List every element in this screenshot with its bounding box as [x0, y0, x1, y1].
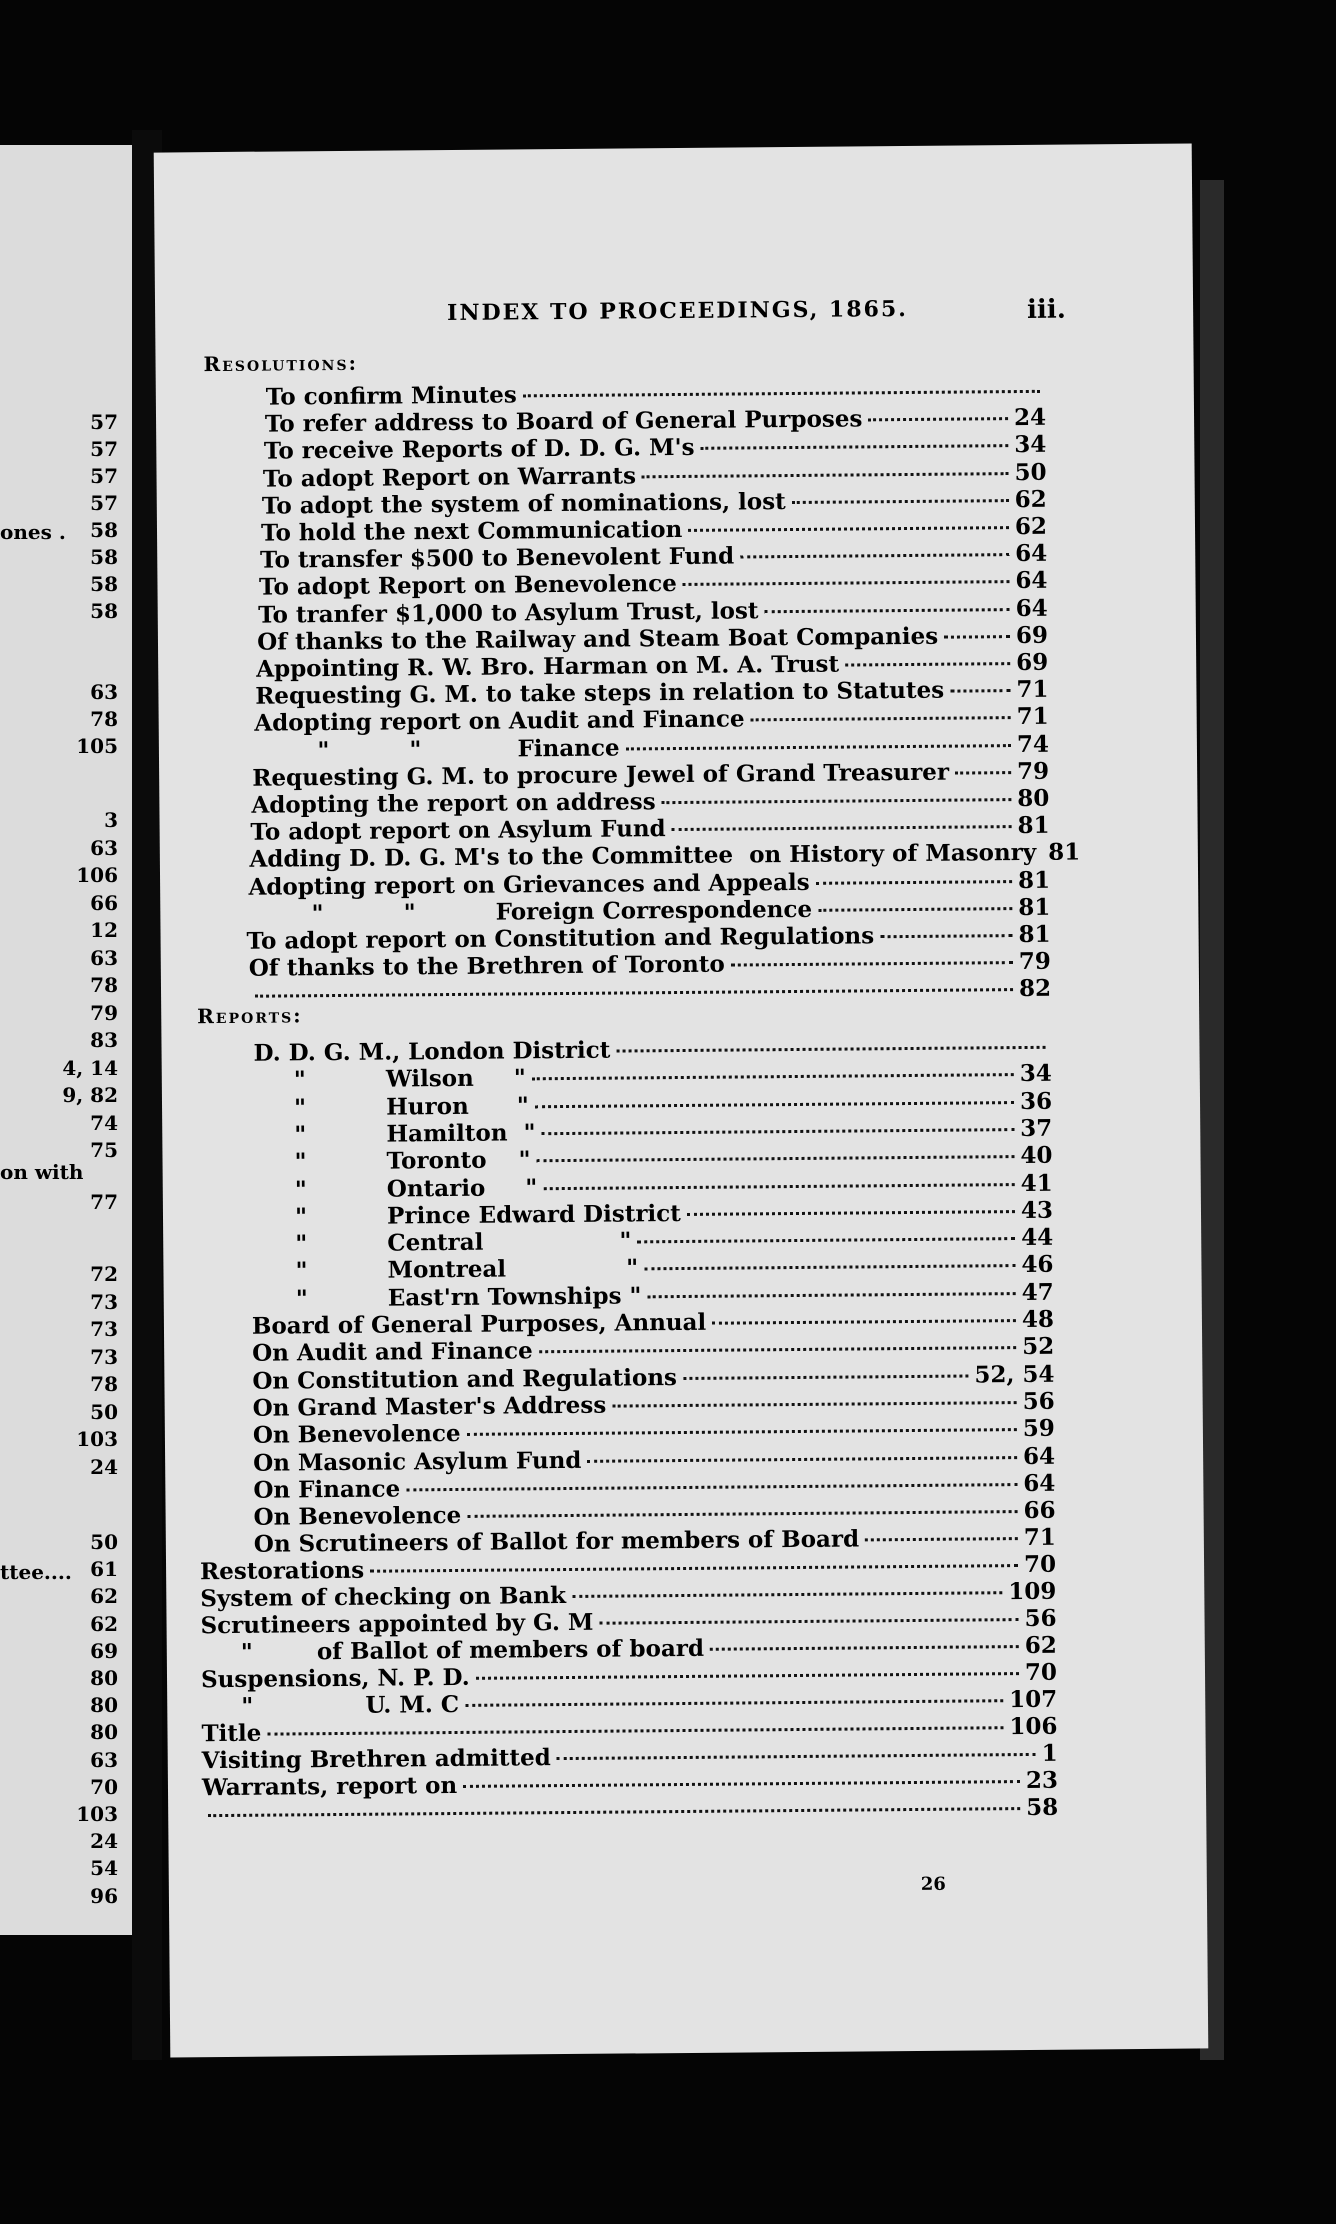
index-page	[154, 144, 1209, 2058]
entry-page-number: 47	[1021, 1278, 1054, 1306]
entry-label: Board of General Purposes, Annual	[251, 1308, 707, 1340]
dot-leader	[944, 635, 1010, 639]
left-page-fragment-text: ones .	[0, 520, 66, 544]
entry-label: To adopt report on Asylum Fund	[250, 815, 666, 846]
entry-label: To confirm Minutes	[265, 381, 517, 411]
entry-page-number: 37	[1020, 1114, 1053, 1142]
dot-leader	[712, 1319, 1016, 1325]
left-page-number: 62	[90, 1584, 118, 1609]
dot-leader	[845, 662, 1010, 666]
entry-page-number: 52, 54	[974, 1360, 1055, 1389]
page-header	[155, 294, 1193, 343]
entry-page-number: 79	[1016, 757, 1050, 785]
dot-leader	[792, 499, 1009, 504]
entry-label: " Huron "	[253, 1091, 529, 1122]
left-page-number: 73	[90, 1317, 118, 1341]
entry-label: On Masonic Asylum Fund	[253, 1446, 582, 1477]
entry-label: " " Foreign Correspondence	[247, 895, 813, 928]
left-page-number: 96	[90, 1883, 118, 1908]
left-page-number: 12	[90, 918, 118, 942]
entry-label: " Toronto "	[254, 1146, 531, 1176]
left-page-number: 50	[90, 1530, 118, 1554]
left-page-number: 58	[90, 518, 118, 542]
entry-page-number: 62	[1014, 485, 1047, 513]
section-heading-resolutions: Resolutions:	[203, 350, 358, 377]
left-page-number: 105	[76, 734, 118, 758]
left-page-number: 57	[90, 491, 118, 515]
entry-label: " Prince Edward District	[254, 1199, 681, 1231]
dot-leader	[557, 1753, 1036, 1760]
left-page-number: 63	[90, 945, 118, 970]
entry-page-number: 23	[1025, 1766, 1059, 1795]
dot-leader	[406, 1483, 1017, 1491]
left-page-number: 70	[90, 1774, 118, 1799]
left-page-number: 3	[104, 808, 118, 832]
left-page-number: 24	[90, 1454, 118, 1479]
dot-leader	[463, 1780, 1020, 1788]
left-page-number: 63	[90, 835, 118, 860]
dot-leader	[255, 988, 1013, 998]
entry-page-number: 1	[1041, 1739, 1058, 1767]
left-page-number: 83	[90, 1028, 118, 1052]
entry-page-number: 69	[1015, 621, 1049, 649]
dot-leader	[523, 390, 1040, 398]
entry-label: To hold the next Communication	[260, 515, 683, 547]
dot-leader	[542, 1128, 1015, 1135]
left-page-number: 103	[76, 1427, 118, 1451]
entry-page-number: 64	[1023, 1469, 1056, 1497]
dot-leader	[880, 934, 1012, 938]
left-page-number: 61	[90, 1557, 118, 1582]
dot-leader	[616, 1046, 1045, 1053]
left-page-number: 66	[90, 890, 118, 915]
left-page-number: 80	[90, 1666, 118, 1690]
dot-leader	[751, 716, 1011, 721]
entry-page-number: 50	[1014, 458, 1047, 486]
left-page-fragment-text: on with	[0, 1160, 84, 1184]
dot-leader	[370, 1564, 1018, 1573]
left-page-number: 78	[90, 1372, 118, 1396]
entry-label: Adding D. D. G. M's to the Committee on History of Masonry	[249, 839, 1037, 874]
entry-label: " " Finance	[253, 734, 620, 765]
dot-leader	[612, 1401, 1016, 1408]
page-number: iii.	[1026, 294, 1066, 325]
entry-page-number: 56	[1022, 1387, 1055, 1415]
dot-leader	[683, 581, 1010, 587]
dot-leader	[683, 1374, 968, 1379]
left-page-number: 73	[90, 1344, 118, 1369]
left-page-number: 9, 82	[62, 1083, 118, 1107]
entry-label: " Montreal "	[255, 1254, 639, 1286]
dot-leader	[465, 1699, 1003, 1707]
entry-page-number: 74	[1016, 730, 1050, 758]
entry-page-number: 70	[1024, 1658, 1058, 1687]
dot-leader	[818, 907, 1012, 912]
entry-page-number: 62	[1014, 512, 1048, 541]
entry-page-number: 46	[1021, 1251, 1054, 1279]
dot-leader	[572, 1591, 1002, 1598]
entry-label: To refer address to Board of General Purposes	[264, 405, 863, 438]
entry-page-number: 82	[1018, 975, 1052, 1003]
dot-leader	[710, 1645, 1019, 1651]
index-entry	[249, 975, 1051, 1009]
entry-page-number: 81	[1018, 920, 1051, 949]
dot-leader	[688, 526, 1009, 532]
dot-leader	[816, 880, 1012, 885]
entry-label: Title	[201, 1719, 262, 1748]
section-heading-reports: Reports:	[197, 1003, 303, 1029]
entry-page-number: 64	[1015, 539, 1048, 568]
entry-label: Appointing R. W. Bro. Harman on M. A. Trust	[256, 650, 840, 683]
entry-page-number: 43	[1020, 1196, 1054, 1224]
entry-label: System of checking on Bank	[200, 1582, 567, 1613]
left-page-number: 103	[76, 1802, 118, 1826]
entry-page-number: 80	[1017, 784, 1050, 813]
entry-page-number: 56	[1024, 1604, 1057, 1633]
entry-page-number: 109	[1008, 1577, 1057, 1606]
dot-leader	[535, 1101, 1014, 1108]
entry-page-number: 58	[1026, 1793, 1059, 1822]
entry-page-number: 71	[1016, 703, 1049, 731]
dot-leader	[642, 472, 1009, 478]
dot-leader	[647, 1292, 1015, 1298]
entry-page-number: 71	[1016, 675, 1049, 704]
entry-page-number: 107	[1009, 1685, 1058, 1714]
dot-leader	[267, 1726, 1003, 1735]
dot-leader	[539, 1346, 1016, 1353]
entry-label: " U. M. C	[201, 1690, 460, 1721]
entry-page-number: 41	[1020, 1169, 1053, 1197]
dot-leader	[208, 1807, 1020, 1817]
left-page-number: 74	[90, 1110, 118, 1135]
entry-label: Of thanks to the Brethren of Toronto	[248, 950, 725, 982]
left-page-number: 57	[90, 437, 118, 461]
dot-leader	[467, 1510, 1017, 1518]
dot-leader	[687, 1210, 1015, 1216]
dot-leader	[740, 553, 1009, 558]
entry-page-number: 59	[1022, 1414, 1055, 1443]
entry-label: To adopt the system of nominations, lost	[261, 487, 786, 520]
left-page-number: 58	[90, 545, 118, 569]
dot-leader	[644, 1264, 1015, 1270]
entry-label: To tranfer $1,000 to Asylum Trust, lost	[258, 596, 759, 629]
entry-label: " Wilson "	[253, 1064, 526, 1095]
left-page-number: 63	[90, 680, 118, 704]
entry-label: To transfer $500 to Benevolent Fund	[259, 542, 735, 574]
left-page-number: 80	[90, 1693, 118, 1718]
entry-label: To adopt report on Constitution and Regulations	[246, 922, 875, 955]
left-page-number: 75	[90, 1138, 118, 1162]
entry-label: On Grand Master's Address	[252, 1391, 607, 1422]
entry-page-number: 81	[1017, 811, 1050, 840]
left-page-number: 58	[90, 572, 118, 596]
entry-page-number: 81	[1048, 838, 1081, 867]
left-page-fragment-text: ttee....	[0, 1560, 72, 1584]
entry-label: To adopt Report on Benevolence	[258, 570, 677, 602]
entry-label: " of Ballot of members of board	[200, 1634, 705, 1667]
left-page-number: 58	[90, 599, 118, 623]
entry-page-number: 44	[1021, 1223, 1054, 1252]
entry-label: Requesting G. M. to procure Jewel of Grand Treasurer	[252, 758, 950, 792]
dot-leader	[543, 1183, 1014, 1190]
entry-page-number: 64	[1015, 567, 1048, 595]
dot-leader	[950, 689, 1010, 693]
entry-label: On Scrutineers of Ballot for members of Board	[253, 1525, 860, 1559]
left-page-number: 62	[90, 1611, 118, 1636]
left-page-number: 63	[90, 1747, 118, 1772]
entry-page-number: 66	[1023, 1496, 1056, 1525]
left-page-number: 80	[90, 1720, 118, 1745]
dot-leader	[865, 1537, 1018, 1541]
entry-page-number: 40	[1020, 1141, 1053, 1170]
entry-page-number: 36	[1019, 1087, 1053, 1115]
dot-leader	[599, 1618, 1018, 1625]
left-page-number: 78	[90, 707, 118, 731]
left-page-number: 54	[90, 1856, 118, 1881]
dot-leader	[868, 417, 1008, 421]
dot-leader	[637, 1237, 1015, 1243]
left-page-number: 73	[90, 1289, 118, 1314]
entry-page-number: 24	[1013, 403, 1047, 432]
entry-label: Scrutineers appointed by G. M	[200, 1608, 594, 1640]
entry-label: Adopting report on Grievances and Appeals	[248, 868, 810, 901]
entry-label: On Benevolence	[253, 1502, 462, 1531]
dot-leader	[764, 608, 1009, 613]
entry-label: Of thanks to the Railway and Steam Boat Companies	[257, 622, 939, 656]
entry-page-number: 34	[1014, 431, 1047, 459]
entry-page-number: 52	[1022, 1333, 1055, 1361]
dot-leader	[476, 1672, 1019, 1680]
dot-leader	[955, 771, 1011, 774]
dot-leader	[626, 744, 1011, 750]
entry-page-number: 70	[1023, 1550, 1057, 1579]
left-page-number: 79	[90, 1000, 118, 1025]
dot-leader	[731, 961, 1013, 966]
left-page-number: 57	[90, 410, 118, 434]
entry-page-number: 69	[1016, 648, 1049, 677]
entry-label: Visiting Brethren admitted	[201, 1744, 551, 1775]
entry-label: " Hamilton "	[254, 1119, 536, 1149]
left-page-number: 78	[90, 973, 118, 997]
left-page-number: 69	[90, 1638, 118, 1663]
entry-page-number: 81	[1017, 866, 1051, 894]
entry-label: On Benevolence	[252, 1420, 461, 1449]
left-page-number: 24	[90, 1829, 118, 1854]
entry-page-number: 79	[1018, 947, 1051, 976]
entry-label: On Finance	[253, 1475, 401, 1504]
left-page-number: 57	[90, 464, 118, 488]
entry-page-number: 62	[1024, 1631, 1057, 1660]
entry-label: To receive Reports of D. D. G. M's	[263, 434, 695, 466]
entry-label: On Audit and Finance	[252, 1337, 533, 1368]
left-page-number: 77	[90, 1190, 118, 1214]
running-title: INDEX TO PROCEEDINGS, 1865.	[447, 295, 909, 327]
signature-mark: 26	[920, 1873, 947, 1895]
entry-label: Requesting G. M. to take steps in relation to Statutes	[255, 676, 945, 710]
left-page-number: 106	[76, 863, 118, 887]
dot-leader	[537, 1155, 1015, 1162]
dot-leader	[467, 1428, 1017, 1436]
entry-page-number: 64	[1015, 594, 1048, 622]
entry-label: " Central "	[255, 1227, 632, 1258]
entry-label: " East'rn Townships "	[255, 1282, 642, 1313]
entry-page-number: 71	[1023, 1524, 1056, 1552]
entry-label: Suspensions, N. P. D.	[200, 1663, 470, 1694]
dot-leader	[701, 445, 1009, 451]
entry-label: To adopt Report on Warrants	[262, 461, 637, 493]
dot-leader	[672, 825, 1012, 831]
entry-label: Adopting report on Audit and Finance	[254, 705, 745, 738]
entry-page-number: 64	[1022, 1442, 1056, 1470]
entry-label: D. D. G. M., London District	[253, 1036, 611, 1067]
entry-page-number: 34	[1019, 1060, 1052, 1088]
dot-leader	[662, 798, 1012, 804]
left-page-number: 72	[90, 1262, 118, 1286]
left-page-number: 50	[90, 1399, 118, 1424]
entry-label: Adopting the report on address	[251, 788, 656, 819]
dot-leader	[532, 1073, 1014, 1080]
dot-leader	[587, 1456, 1017, 1463]
left-page-number: 4, 14	[62, 1055, 118, 1080]
entry-page-number: 81	[1018, 893, 1051, 921]
entry-label: Warrants, report on	[201, 1771, 458, 1802]
entry-page-number: 48	[1021, 1305, 1055, 1334]
entry-label: Restorations	[199, 1556, 365, 1586]
entry-label: " Ontario "	[254, 1173, 538, 1204]
entry-label: On Constitution and Regulations	[252, 1363, 678, 1395]
entry-page-number: 106	[1009, 1712, 1058, 1741]
